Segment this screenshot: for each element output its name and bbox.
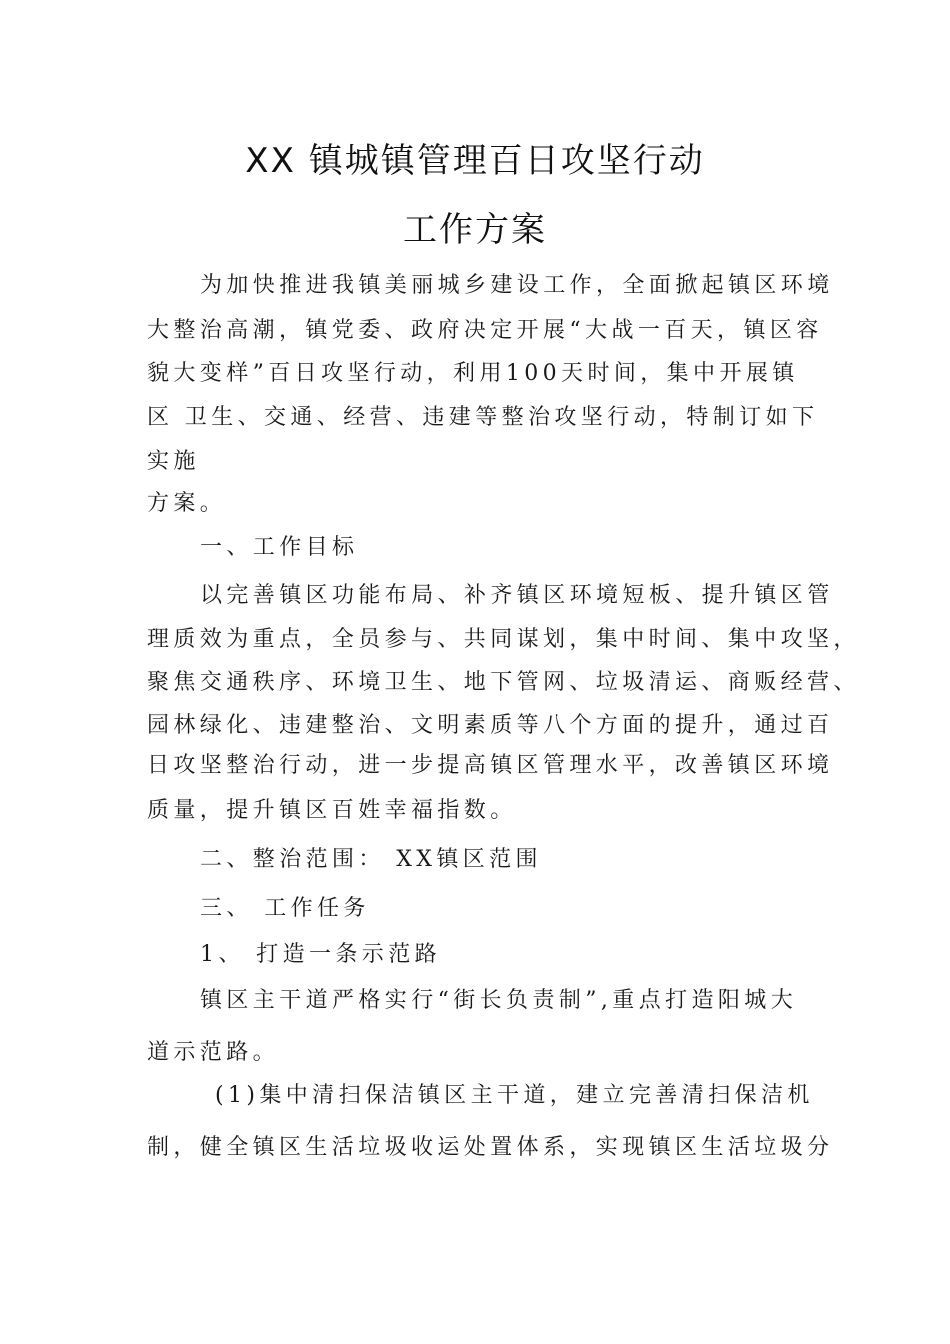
paragraph-line: 区 卫生、交通、经营、违建等整治攻坚行动，特制订如下 [147, 405, 819, 430]
paragraph-line: 以完善镇区功能布局、补齐镇区环境短板、提升镇区管 [200, 583, 834, 608]
paragraph-line: 质量，提升镇区百姓幸福指数。 [147, 798, 517, 823]
section-heading-goals: 一、工作目标 [200, 535, 359, 560]
paragraph-line: 大整治高潮，镇党委、政府决定开展“大战一百天，镇区容 [147, 318, 823, 343]
paragraph-line: 方案。 [147, 491, 227, 516]
paragraph-line: 为加快推进我镇美丽城乡建设工作，全面掀起镇区环境 [200, 273, 834, 298]
paragraph-line: 日攻坚整治行动，进一步提高镇区管理水平，改善镇区环境 [147, 753, 834, 778]
paragraph-line: 道示范路。 [147, 1040, 280, 1065]
subsection-heading: 1、 打造一条示范路 [200, 942, 441, 967]
paragraph-line: 聚焦交通秩序、环境卫生、地下管网、垃圾清运、商贩经营、 [147, 670, 860, 695]
paragraph-line: 制，健全镇区生活垃圾收运处置体系，实现镇区生活垃圾分 [147, 1135, 834, 1160]
section-heading-scope: 二、整治范围： XX镇区范围 [200, 847, 542, 872]
paragraph-line: (1)集中清扫保洁镇区主干道，建立完善清扫保洁机 [215, 1083, 814, 1108]
paragraph-line: 理质效为重点，全员参与、共同谋划，集中时间、集中攻坚， [147, 627, 860, 652]
paragraph-line: 镇区主干道严格实行“街长负责制”,重点打造阳城大 [200, 988, 798, 1013]
section-heading-tasks: 三、 工作任务 [200, 896, 370, 921]
paragraph-line: 貌大变样”百日攻坚行动，利用100天时间，集中开展镇 [147, 361, 799, 386]
paragraph-line: 实施 [147, 449, 200, 474]
paragraph-line: 园林绿化、违建整治、文明素质等八个方面的提升，通过百 [147, 713, 834, 738]
document-title-line-1: XX 镇城镇管理百日攻坚行动 [245, 141, 705, 181]
document-title-line-2: 工作方案 [403, 210, 547, 250]
